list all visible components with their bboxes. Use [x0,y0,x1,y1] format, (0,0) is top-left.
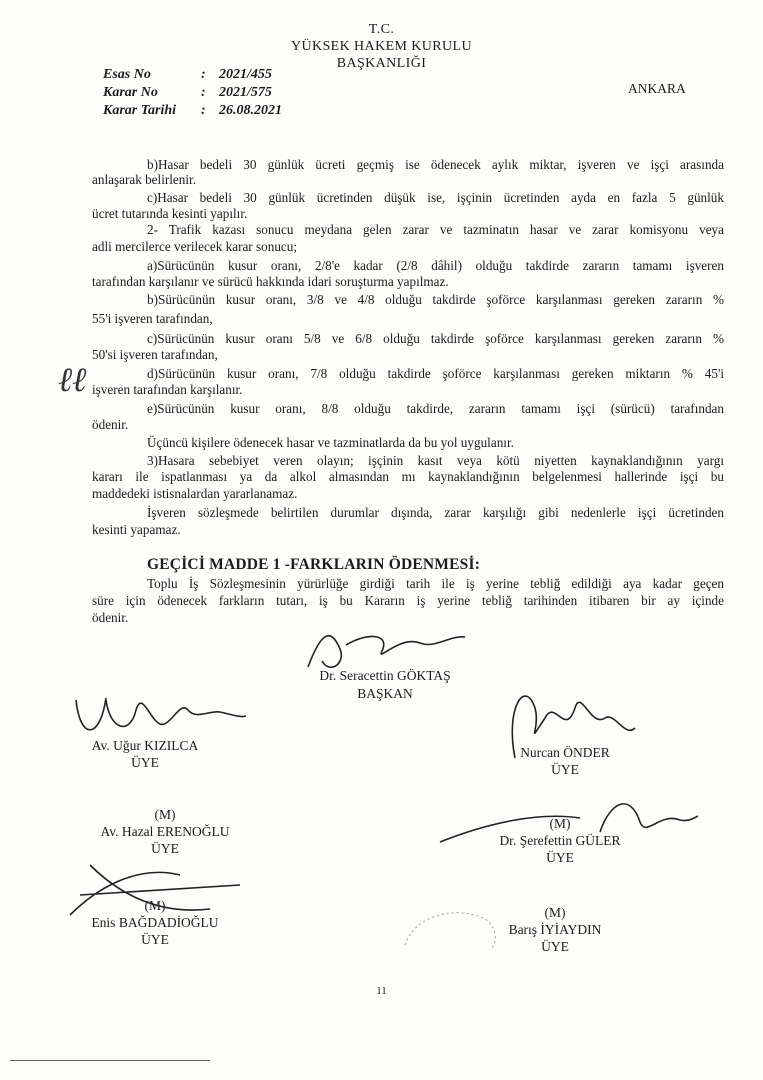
body-line: Üçüncü kişilere ödenecek hasar ve tazminatlarda da bu yol uygulanır. [147,435,514,450]
hazal-name: Av. Hazal ERENOĞLU [100,824,230,839]
margin-note: ℓℓ [58,362,87,399]
ugur-name: Av. Uğur KIZILCA [91,738,199,753]
body-line: e)Sürücünün kusur oranı, 8/8 olduğu takdirde, zararın tamamı işçi (sürücü) tarafından [147,401,724,416]
tarih-colon: : [201,103,206,118]
hazal-title: ÜYE [151,841,179,856]
president-name: Dr. Seracettin GÖKTAŞ [319,668,451,683]
esas-colon: : [201,67,206,82]
nurcan-title: ÜYE [551,762,579,777]
body-line: süre için ödenecek farkların tutarı, iş bu Kararın iş yerine tebliğ tarihinden itibaren bir ay içinde [92,593,724,608]
body-line: ödenir. [92,610,129,625]
body-line: a)Sürücünün kusur oranı, 2/8'e kadar (2/8 dâhil) olduğu takdirde zararın tamamı işveren [147,258,724,273]
body-line: İşveren sözleşmede belirtilen durumlar dışında, zarar karşılığı gibi nedenlerle işçi ücretinden [147,505,724,520]
karar-row [103,85,272,101]
body-line: c)Sürücünün kusur oranı 5/8 ve 6/8 olduğu takdirde şoförce karşılanması gereken zararın % [147,331,724,346]
body-line: ücret tutarında kesinti yapılır. [92,206,248,221]
body-line: anlaşarak belirlenir. [92,172,196,187]
baris-name: Barış İYİAYDIN [508,922,602,937]
body-line: 55'i işveren tarafından, [92,311,213,326]
baris-title: ÜYE [541,939,569,954]
enis-title: ÜYE [141,932,169,947]
body-line: tarafından karşılanır ve sürücü hakkında idari soruşturma yapılmaz. [92,274,449,289]
header-institution: YÜKSEK HAKEM KURULU [290,39,473,54]
body-line: maddedeki istisnalardan yararlanamaz. [92,486,298,501]
karar-value: 2021/575 [219,85,272,100]
header-tc: T.C. [368,22,395,37]
body-line: kararı ile ispatlanması ya da alkol almasından mı kaynaklandığının belgelenmesi hallerinde işçi bu [92,469,724,484]
body-line: c)Hasar bedeli 30 günlük ücretinden düşük ise, işçinin ücretinden ayda en fazla 5 günlük [147,190,724,205]
body-line: b)Sürücünün kusur oranı, 3/8 ve 4/8 olduğu takdirde şoförce karşılanması gereken zararın % [147,292,724,307]
body-line: 50'si işveren tarafından, [92,347,218,362]
body-line: adli mercilerce verilecek karar sonucu; [92,239,298,254]
footer-rule [10,1060,210,1061]
enis-name: Enis BAĞDADİOĞLU [91,915,219,930]
nurcan-name: Nurcan ÖNDER [520,745,610,760]
body-line: d)Sürücünün kusur oranı, 7/8 olduğu takdirde şoförce karşılanması gereken miktarın % 45'i [147,366,724,381]
esas-row [103,67,272,83]
serefettin-title: ÜYE [546,850,574,865]
serefettin-mark: (M) [549,816,571,831]
official-stamp [395,905,505,965]
body-line: b)Hasar bedeli 30 günlük ücreti geçmiş ise ödenecek aylık miktar, işveren ve işçi arasında [147,157,724,172]
body-line: kesinti yapamaz. [92,522,181,537]
enis-mark: (M) [144,898,166,913]
president-title: BAŞKAN [357,686,413,701]
tarih-value: 26.08.2021 [219,103,282,118]
serefettin-name: Dr. Şerefettin GÜLER [499,833,621,848]
esas-label: Esas No [103,67,151,82]
page-number: 11 [376,985,387,997]
hazal-mark: (M) [154,807,176,822]
body-line: 3)Hasara sebebiyet veren olayın; işçinin kasıt veya kötü niyetten kaynaklandığının yargı [147,453,724,468]
baris-mark: (M) [544,905,566,920]
section-heading: GEÇİCİ MADDE 1 -FARKLARIN ÖDENMESİ: [147,556,481,573]
header-city: ANKARA [628,81,686,96]
body-line: Toplu İş Sözleşmesinin yürürlüğe girdiği tarih ile iş yerine tebliğ edildiği aya kadar geçen [147,576,724,591]
tarih-label: Karar Tarihi [103,103,177,118]
tarih-row [103,103,282,119]
esas-value: 2021/455 [219,67,272,82]
ugur-title: ÜYE [131,755,159,770]
karar-label: Karar No [103,85,158,100]
body-line: ödenir. [92,417,129,432]
body-line: 2- Trafik kazası sonucu meydana gelen zarar ve tazminatın hasar ve zarar komisyonu veya [147,222,724,237]
karar-colon: : [201,85,206,100]
body-line: işveren tarafından karşılanır. [92,382,243,397]
header-office: BAŞKANLIĞI [336,56,427,71]
